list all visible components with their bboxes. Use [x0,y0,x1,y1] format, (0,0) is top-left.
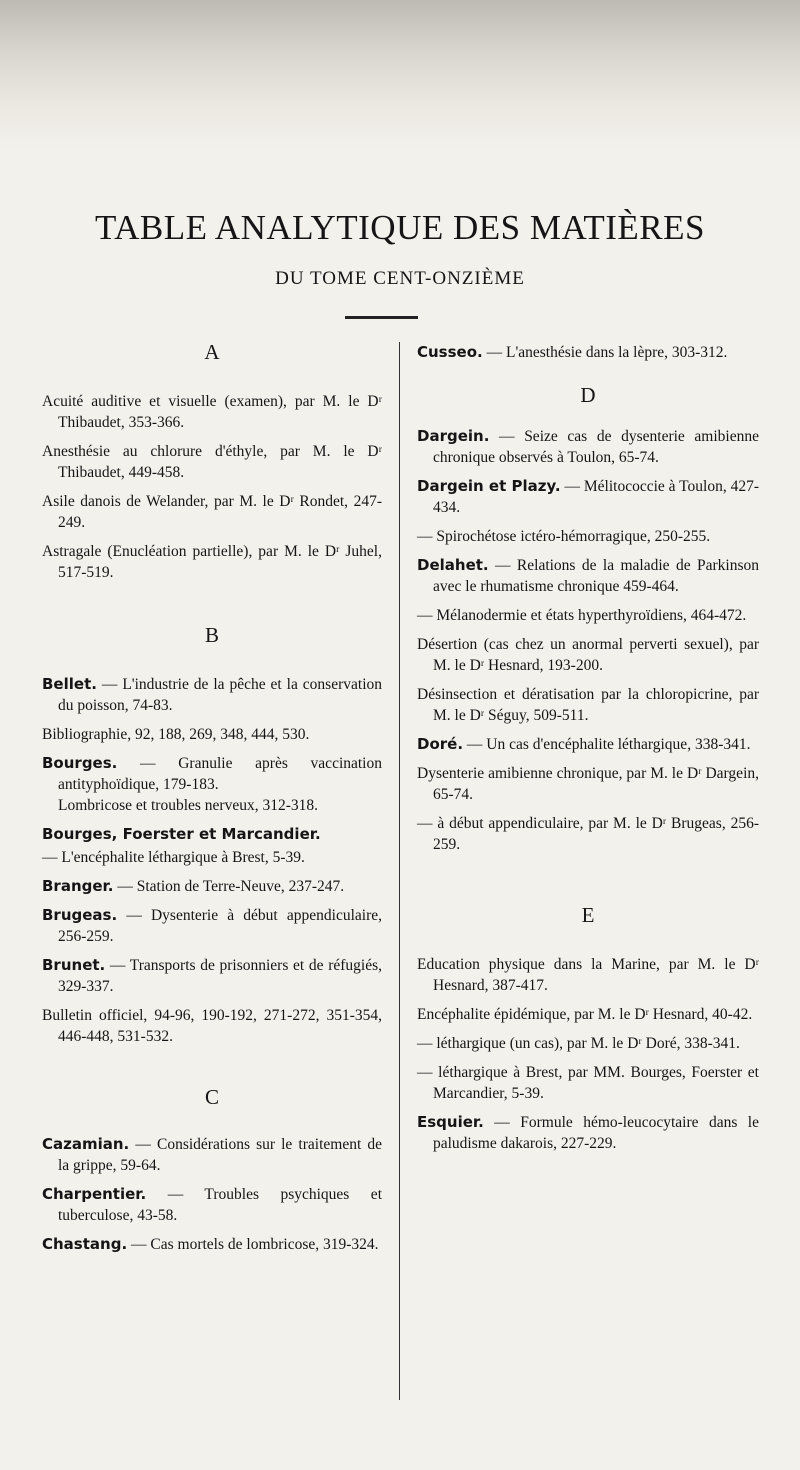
section-letter-c: C [204,1085,219,1109]
author-name: Doré. [417,735,464,753]
author-name: Branger. [42,877,114,895]
entry-text: — Granulie après vaccination antityphoïdique, 179-183. [58,755,382,793]
index-entry: Désinsection et dératisation par la chloropicrine, par M. le Dʳ Séguy, 509-511. [417,686,759,724]
index-entry: Dysenterie amibienne chronique, par M. le Dʳ Dargein, 65-74. [417,765,759,803]
author-name: Bourges. [42,754,118,772]
section-letter-b: B [204,623,219,647]
author-name: Chastang. [42,1235,128,1253]
index-entry [42,1184,382,1226]
index-entry [42,824,382,845]
entry-text: — Seize cas de dysenterie amibienne chronique observés à Toulon, 65-74. [433,428,759,466]
entry-text: — Cas mortels de lombricose, 319-324. [127,1236,379,1253]
index-entry: — léthargique (un cas), par M. le Dʳ Doré, 338-341. [417,1035,740,1052]
index-entry [42,905,382,947]
entry-text: — Troubles psychiques et tuberculose, 43-58. [58,1186,382,1224]
index-entry [42,674,382,716]
entry-text: — Un cas d'encéphalite léthargique, 338-341. [463,736,751,753]
index-entry: — L'encéphalite léthargique à Brest, 5-39. [42,849,305,866]
author-name: Cusseo. [417,343,483,361]
entry-text: — L'anesthésie dans la lèpre, 303-312. [482,344,728,361]
author-name: Charpentier. [42,1185,147,1203]
index-entry [42,1234,382,1255]
index-entry: Acuité auditive et visuelle (examen), par M. le Dʳ Thibaudet, 353-366. [42,393,382,431]
column-divider [399,342,400,1400]
section-letter-d: D [580,383,596,407]
index-entry [42,876,382,897]
author-name: Bellet. [42,675,97,693]
author-name: Brugeas. [42,906,118,924]
entry-text: — Dysenterie à début appendiculaire, 256-259. [58,907,382,945]
index-entry [417,1112,759,1154]
index-entry: — à début appendiculaire, par M. le Dʳ Brugeas, 256-259. [417,815,759,853]
entry-text: — Relations de la maladie de Parkinson avec le rhumatisme chronique 459-464. [433,557,759,595]
index-entry: Anesthésie au chlorure d'éthyle, par M. le Dʳ Thibaudet, 449-458. [42,443,382,481]
index-entry: Asile danois de Welander, par M. le Dʳ Rondet, 247-249. [42,493,382,531]
index-entry [417,555,759,597]
page-subtitle: DU TOME CENT-ONZIÈME [275,268,525,289]
index-entry [417,426,759,468]
entry-text: — Formule hémo-leucocytaire dans le paludisme dakarois, 227-229. [433,1114,759,1152]
section-letter-e: E [581,903,595,927]
index-entry: Bibliographie, 92, 188, 269, 348, 444, 530. [42,726,310,743]
index-entry: Education physique dans la Marine, par M. le Dʳ Hesnard, 387-417. [417,956,759,994]
index-entry [42,753,382,795]
index-entry: Bulletin officiel, 94-96, 190-192, 271-272, 351-354, 446-448, 531-532. [42,1007,382,1045]
title-rule [345,316,418,319]
author-name: Delahet. [417,556,489,574]
index-entry [417,342,759,363]
index-entry: Encéphalite épidémique, par M. le Dʳ Hesnard, 40-42. [417,1006,753,1023]
page-title: TABLE ANALYTIQUE DES MATIÈRES [95,208,705,247]
index-entry [417,476,759,518]
index-entry: Désertion (cas chez un anormal perverti sexuel), par M. le Dʳ Hesnard, 193-200. [417,636,759,674]
entry-text: — Considérations sur le traitement de la grippe, 59-64. [58,1136,382,1174]
entry-text: — Transports de prisonniers et de réfugiés, 329-337. [58,957,382,995]
index-entry [417,734,759,755]
left-column [42,340,382,1263]
index-entry [42,1134,382,1176]
author-name: Cazamian. [42,1135,130,1153]
entry-text: — Station de Terre-Neuve, 237-247. [113,878,345,895]
section-letter-a: A [204,340,220,364]
index-entry: — léthargique à Brest, par MM. Bourges, Foerster et Marcandier, 5-39. [417,1064,759,1102]
author-name: Brunet. [42,956,106,974]
index-entry: Astragale (Enucléation partielle), par M. le Dʳ Juhel, 517-519. [42,543,382,581]
author-name: Esquier. [417,1113,484,1131]
index-entry: — Spirochétose ictéro-hémorragique, 250-255. [417,528,711,545]
index-entry: — Mélanodermie et états hyperthyroïdiens, 464-472. [417,607,747,624]
scan-shading [0,0,800,150]
entry-text: — Mélitococcie à Toulon, 427-434. [433,478,760,516]
author-name: Dargein. [417,427,490,445]
entry-text: — L'industrie de la pêche et la conservation du poisson, 74-83. [58,676,382,714]
right-column [417,340,759,1162]
author-name: Dargein et Plazy. [417,477,561,495]
author-name: Bourges, Foerster et Marcandier. [42,825,321,843]
index-entry [42,955,382,997]
index-subentry: Lombricose et troubles nerveux, 312-318. [58,797,318,814]
